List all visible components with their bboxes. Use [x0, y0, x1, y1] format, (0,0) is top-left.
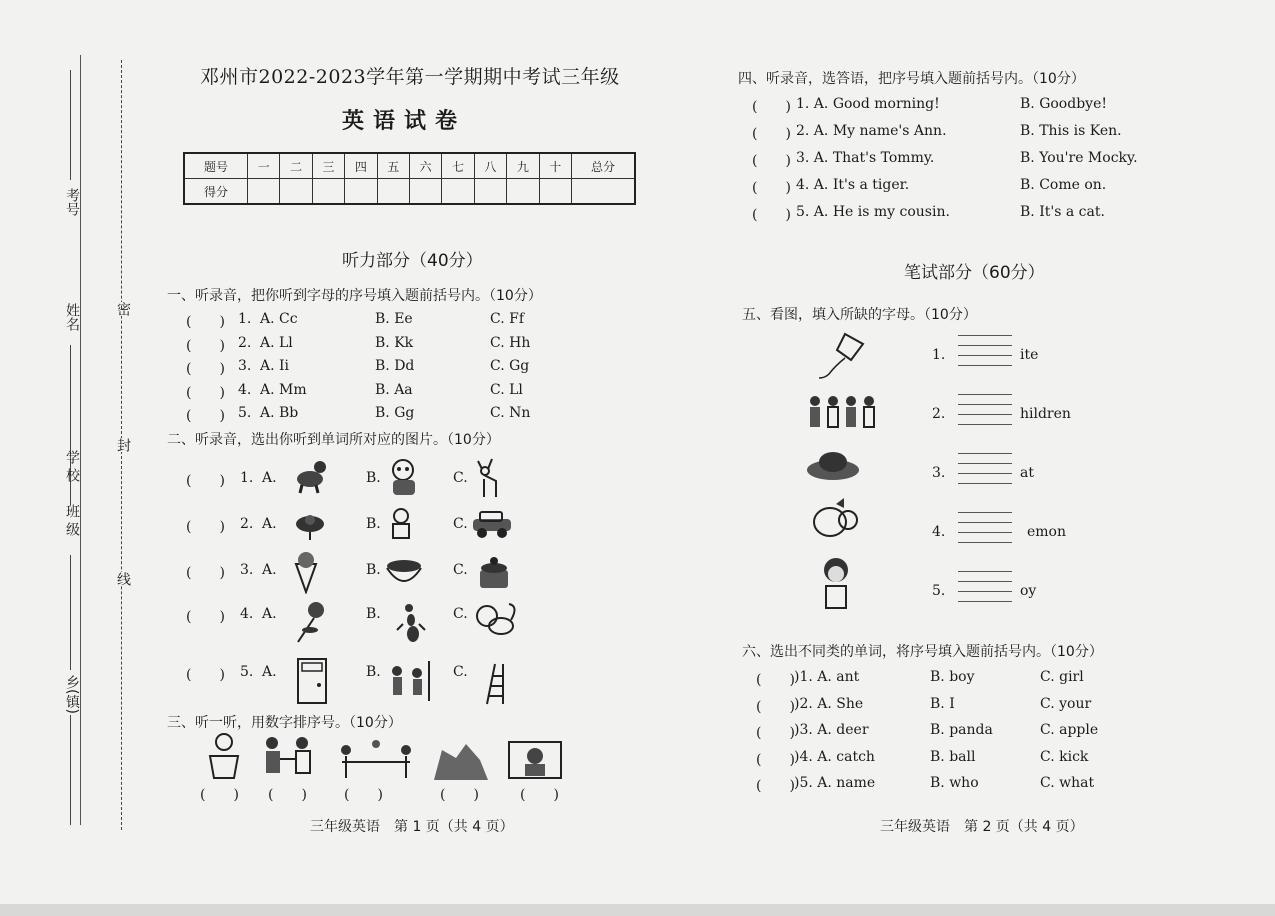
- option-b: B. panda: [930, 722, 993, 738]
- score-input-cell[interactable]: [345, 179, 377, 205]
- option-a: A.: [262, 516, 277, 532]
- score-header-cell: 十: [539, 153, 571, 179]
- option-c: C. Ll: [490, 381, 523, 398]
- monkey-picture: [471, 600, 521, 640]
- option-a: A. Bb: [260, 405, 299, 421]
- option-c: C. Ff: [490, 311, 525, 327]
- score-input-cell[interactable]: [474, 179, 506, 205]
- boy-picture: [818, 556, 854, 610]
- writing-guide-line: [958, 601, 1012, 602]
- option-c: C. apple: [1040, 722, 1099, 738]
- s3-picture-3: [336, 738, 416, 780]
- score-input-cell[interactable]: [507, 179, 539, 205]
- score-header-cell: 一: [248, 153, 280, 179]
- question-number: 2.: [932, 406, 946, 422]
- option-a: )5. A. name: [794, 775, 876, 791]
- s3-picture-5: [507, 740, 563, 780]
- option-b: B. who: [930, 775, 979, 791]
- answer-paren[interactable]: ( ): [186, 408, 225, 424]
- score-header-cell: 七: [442, 153, 474, 179]
- listening-header: 听力部分（40分）: [342, 251, 483, 271]
- kaohao-label: 考号: [64, 188, 80, 216]
- score-header-cell: 六: [409, 153, 441, 179]
- writing-guide-line: [958, 424, 1012, 425]
- option-a: )4. A. catch: [794, 748, 875, 765]
- question-number: 5.: [238, 405, 252, 421]
- kaohao-blank: [70, 70, 71, 180]
- door-picture: [295, 657, 329, 705]
- option-b: B. I: [930, 695, 955, 712]
- option-a: 3. A. That's Tommy.: [796, 150, 935, 166]
- question-number: 4.: [238, 381, 252, 398]
- answer-paren[interactable]: ( ): [344, 787, 383, 803]
- option-b: B.: [366, 664, 381, 680]
- children-row-picture: [805, 393, 883, 433]
- question-number: 3.: [238, 358, 252, 374]
- xingming-label: 姓名: [64, 303, 80, 331]
- question-number: 5.: [240, 664, 254, 680]
- option-a: A.: [262, 664, 277, 680]
- lemon-picture: [810, 496, 862, 542]
- answer-paren[interactable]: ( ): [186, 667, 225, 683]
- score-header-cell: 三: [312, 153, 344, 179]
- option-b: B. Kk: [375, 334, 414, 351]
- score-input-cell[interactable]: [280, 179, 312, 205]
- option-b: B.: [366, 562, 381, 578]
- s5-title: 五、看图，填入所缺的字母。（10分）: [742, 307, 977, 323]
- answer-paren[interactable]: ( ): [756, 725, 795, 741]
- option-a: )2. A. She: [794, 695, 864, 712]
- answer-paren[interactable]: ( ): [756, 698, 795, 715]
- deer-picture: [470, 455, 506, 501]
- answer-paren[interactable]: ( ): [268, 787, 307, 803]
- page2-footer: 三年级英语 第 2 页（共 4 页）: [880, 819, 1084, 835]
- children-picture: [383, 659, 435, 703]
- option-a: 2. A. My name's Ann.: [796, 123, 947, 139]
- score-value-row: [184, 179, 635, 205]
- writing-guide-line: [958, 473, 1012, 474]
- option-b: B.: [366, 606, 381, 622]
- horse-picture: [290, 455, 330, 495]
- answer-paren[interactable]: ( ): [752, 99, 791, 115]
- question-number: 5.: [932, 583, 946, 599]
- writing-guide-line: [958, 571, 1012, 572]
- mi-mark: 密: [115, 302, 131, 316]
- hat-picture: [805, 448, 861, 484]
- writing-guide-line: [958, 522, 1012, 523]
- s3-title: 三、听一听，用数字排序号。（10分）: [167, 715, 402, 731]
- option-a: )1. A. ant: [794, 669, 860, 685]
- option-c: C. girl: [1040, 669, 1084, 685]
- answer-paren[interactable]: ( ): [752, 126, 791, 142]
- option-b: B. Goodbye!: [1020, 96, 1107, 112]
- score-header-label: 题号: [184, 153, 248, 179]
- writing-guide-line: [958, 463, 1012, 464]
- answer-paren[interactable]: ( ): [520, 787, 559, 803]
- answer-paren[interactable]: ( ): [200, 787, 239, 803]
- writing-guide-line: [958, 591, 1012, 592]
- answer-paren[interactable]: ( ): [186, 314, 225, 330]
- ice-cream-picture: [290, 550, 324, 594]
- xuexiao-blank: [70, 555, 71, 670]
- question-number: 4.: [240, 606, 254, 622]
- cat-picture: [383, 456, 423, 498]
- option-a: 1. A. Good morning!: [796, 96, 940, 112]
- option-c: C. Hh: [490, 334, 531, 351]
- option-a: A.: [262, 562, 277, 578]
- writing-guide-line: [958, 414, 1012, 415]
- s1-title: 一、听录音，把你听到字母的序号填入题前括号内。（10分）: [167, 288, 542, 304]
- option-a: A.: [262, 470, 277, 486]
- writing-guide-line: [958, 345, 1012, 346]
- writing-guide-line: [958, 404, 1012, 405]
- s3-picture-4: [432, 740, 490, 782]
- writing-guide-line: [958, 355, 1012, 356]
- word-suffix: ite: [1020, 347, 1039, 363]
- word-suffix: oy: [1020, 583, 1037, 599]
- writing-guide-line: [958, 532, 1012, 533]
- answer-paren[interactable]: ( ): [186, 609, 225, 625]
- question-number: 2.: [240, 516, 254, 532]
- score-table: [183, 152, 636, 205]
- writing-guide-line: [958, 453, 1012, 454]
- xian-mark: 线: [115, 572, 131, 586]
- score-header-cell: 二: [280, 153, 312, 179]
- option-b: B. Come on.: [1020, 177, 1107, 193]
- score-input-cell[interactable]: [571, 179, 635, 205]
- option-b: B. ball: [930, 748, 976, 765]
- word-suffix: at: [1020, 465, 1034, 481]
- option-c: C.: [453, 606, 468, 622]
- xiangzhen-label: 乡(镇): [64, 675, 80, 714]
- page1-footer: 三年级英语 第 1 页（共 4 页）: [310, 819, 514, 835]
- answer-paren[interactable]: ( ): [756, 751, 795, 768]
- question-number: 3.: [240, 562, 254, 578]
- option-b: B. Aa: [375, 381, 413, 398]
- score-input-cell[interactable]: [442, 179, 474, 205]
- writing-guide-line: [958, 394, 1012, 395]
- writing-guide-line: [958, 512, 1012, 513]
- option-a: 4. A. It's a tiger.: [796, 177, 910, 193]
- writing-guide-line: [958, 581, 1012, 582]
- s3-picture-1: [200, 732, 248, 782]
- option-b: B. This is Ken.: [1020, 123, 1122, 139]
- car-picture: [470, 507, 514, 541]
- option-a: )3. A. deer: [794, 722, 869, 738]
- answer-paren[interactable]: ( ): [752, 180, 791, 196]
- cake-picture: [474, 554, 514, 594]
- ladder-picture: [483, 662, 507, 706]
- option-a: A.: [262, 606, 277, 622]
- score-header-cell: 九: [507, 153, 539, 179]
- option-b: B. boy: [930, 669, 975, 685]
- exam-title: 邓州市2022-2023学年第一学期期中考试三年级: [200, 66, 620, 88]
- option-a: A. Ll: [260, 334, 293, 351]
- score-input-cell[interactable]: [248, 179, 280, 205]
- writing-guide-line: [958, 483, 1012, 484]
- option-c: C.: [453, 470, 468, 486]
- question-number: 4.: [932, 524, 946, 540]
- rice-bowl-picture: [384, 556, 424, 588]
- question-number: 1.: [240, 470, 254, 486]
- option-a: A. Mm: [260, 381, 307, 398]
- kite-picture: [815, 330, 867, 380]
- writing-guide-line: [958, 542, 1012, 543]
- option-b: B. Dd: [375, 358, 415, 374]
- option-a: A. Ii: [260, 358, 290, 374]
- option-c: C.: [453, 562, 468, 578]
- answer-paren[interactable]: ( ): [186, 519, 225, 535]
- score-header-cell: 总分: [571, 153, 635, 179]
- score-input-cell[interactable]: [312, 179, 344, 205]
- s4-title: 四、听录音，选答语，把序号填入题前括号内。（10分）: [738, 71, 1085, 87]
- answer-paren[interactable]: ( ): [756, 672, 795, 688]
- option-c: C. Nn: [490, 405, 531, 421]
- score-input-cell[interactable]: [409, 179, 441, 205]
- s3-picture-2: [258, 735, 320, 777]
- score-row-label: 得分: [184, 179, 248, 205]
- s2-title: 二、听录音，选出你听到单词所对应的图片。（10分）: [167, 432, 500, 448]
- score-header-cell: 八: [474, 153, 506, 179]
- option-c: C. what: [1040, 775, 1095, 791]
- question-number: 1.: [932, 347, 946, 363]
- option-b: B. Ee: [375, 311, 413, 327]
- option-b: B. Gg: [375, 405, 415, 421]
- feng-mark: 封: [115, 438, 131, 452]
- option-a: 5. A. He is my cousin.: [796, 204, 950, 220]
- answer-paren[interactable]: ( ): [752, 153, 791, 169]
- score-input-cell[interactable]: [539, 179, 571, 205]
- answer-paren[interactable]: ( ): [186, 337, 225, 354]
- score-header-cell: 五: [377, 153, 409, 179]
- writing-guide-line: [958, 365, 1012, 366]
- xiangzhen-blank: [70, 715, 71, 825]
- answer-paren[interactable]: ( ): [186, 384, 225, 401]
- answer-paren[interactable]: ( ): [756, 778, 795, 794]
- option-c: C.: [453, 516, 468, 532]
- bird-picture: [290, 508, 330, 542]
- exam-subtitle: 英语试卷: [342, 108, 467, 134]
- answer-paren[interactable]: ( ): [186, 565, 225, 581]
- score-header-row: [184, 153, 635, 179]
- question-number: 1.: [238, 311, 252, 327]
- word-suffix: hildren: [1020, 406, 1071, 422]
- word-suffix: emon: [1027, 524, 1067, 540]
- dog-picture: [385, 506, 417, 544]
- question-number: 3.: [932, 465, 946, 481]
- flower-picture: [290, 600, 334, 646]
- writing-header: 笔试部分（60分）: [904, 263, 1045, 283]
- answer-paren[interactable]: ( ): [186, 361, 225, 377]
- option-b: B. You're Mocky.: [1020, 150, 1138, 166]
- scan-edge: [0, 904, 1275, 916]
- ant-picture: [393, 600, 429, 644]
- option-b: B.: [366, 516, 381, 532]
- option-c: C.: [453, 664, 468, 680]
- option-b: B.: [366, 470, 381, 486]
- s6-title: 六、选出不同类的单词，将序号填入题前括号内。（10分）: [742, 644, 1103, 660]
- xuexiao-banji-label: 学校 班级: [64, 450, 80, 540]
- score-input-cell[interactable]: [377, 179, 409, 205]
- writing-guide-line: [958, 335, 1012, 336]
- option-c: C. Gg: [490, 358, 530, 374]
- option-c: C. kick: [1040, 748, 1089, 765]
- option-b: B. It's a cat.: [1020, 204, 1105, 220]
- option-a: A. Cc: [260, 311, 298, 327]
- answer-paren[interactable]: ( ): [752, 207, 791, 223]
- answer-paren[interactable]: ( ): [440, 787, 479, 803]
- question-number: 2.: [238, 334, 252, 351]
- answer-paren[interactable]: ( ): [186, 473, 225, 489]
- option-c: C. your: [1040, 695, 1092, 712]
- score-header-cell: 四: [345, 153, 377, 179]
